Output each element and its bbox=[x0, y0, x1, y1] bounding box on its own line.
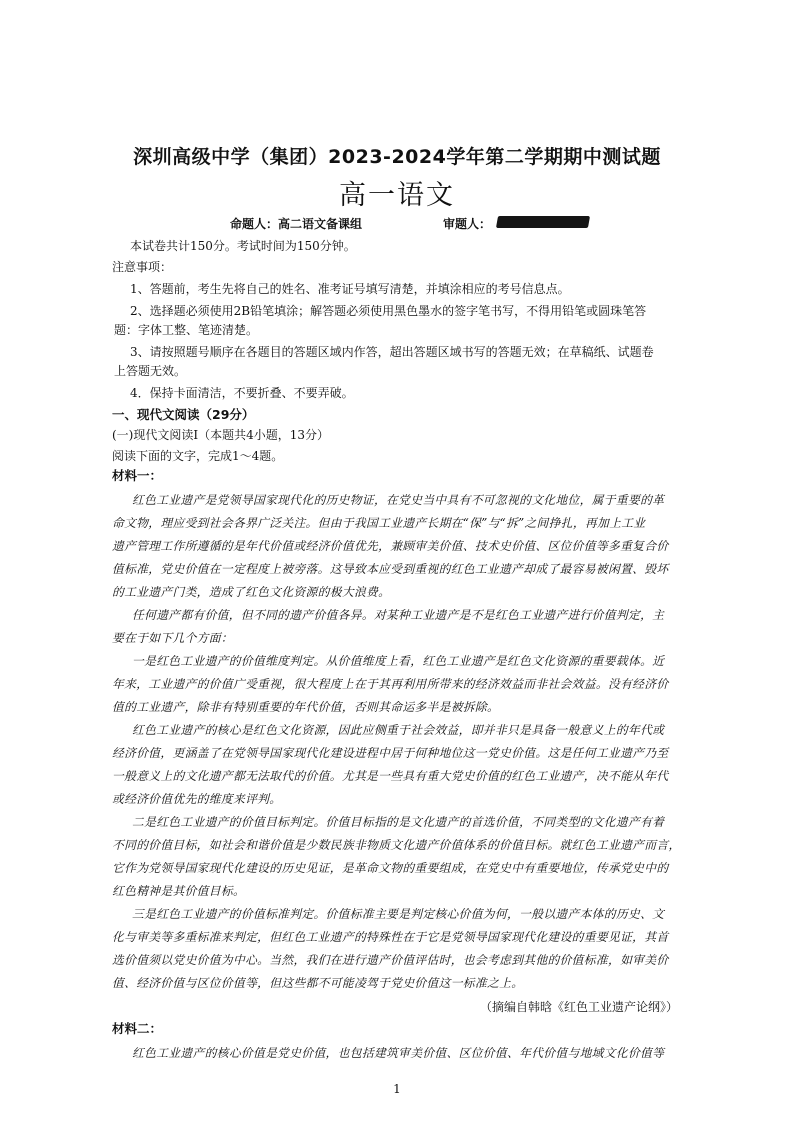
material-1-line: 命文物，理应受到社会各界广泛关注。但由于我国工业遗产长期在“保”与“拆”之间挣扎，再加上工业 bbox=[112, 516, 646, 530]
section-heading: 一、现代文阅读（29分） bbox=[112, 407, 255, 422]
material-1-line: 三是红色工业遗产的价值标准判定。价值标准主要是判定核心价值为何，一般以遗产本体的历史、文 bbox=[132, 907, 665, 921]
material-1-line: 经济价值，更涵盖了在党领导国家现代化建设进程中居于何种地位这一党史价值。这是任何工业遗产乃至 bbox=[112, 746, 669, 760]
notice-3b: 上答题无效。 bbox=[114, 364, 187, 378]
notice-title: 注意事项： bbox=[112, 260, 173, 274]
reviewer-label: 审题人： bbox=[443, 217, 492, 231]
material-1-line: 它作为党领导国家现代化建设的历史见证，是革命文物的重要组成，在党史中有重要地位，传承党史中的 bbox=[112, 861, 669, 875]
material-1-line: 红色精神是其价值目标。 bbox=[112, 884, 246, 898]
notice-2a: 2、选择题必须使用2B铅笔填涂；解答题必须使用黑色墨水的签字笔书写，不得用铅笔或圆珠笔答 bbox=[130, 304, 647, 318]
material-2-line: 红色工业遗产的核心价值是党史价值，也包括建筑审美价值、区位价值、年代价值与地域文化价值等 bbox=[132, 1046, 665, 1060]
notice-1: 1、答题前，考生先将自己的姓名、准考证号填写清楚，并填涂相应的考号信息点。 bbox=[130, 282, 570, 296]
material-1-line: 二是红色工业遗产的价值目标判定。价值目标指的是文化遗产的首选价值，不同类型的文化遗产有着 bbox=[132, 815, 665, 829]
notice-4: 4．保持卡面清洁，不要折叠、不要弄破。 bbox=[130, 386, 354, 400]
material-1-line: 或经济价值优先的维度来评判。 bbox=[112, 792, 282, 806]
material-1-line: 值、经济价值与区位价值等，但这些都不可能凌驾于党史价值这一标准之上。 bbox=[112, 976, 524, 990]
material-1-source: （摘编自韩晗《红色工业遗产论纲》） bbox=[480, 1000, 679, 1014]
material-1-line: 一是红色工业遗产的价值维度判定。从价值维度上看，红色工业遗产是红色文化资源的重要载体。近 bbox=[132, 654, 665, 668]
redacted-reviewer-name bbox=[496, 216, 590, 228]
reading-instruction: 阅读下面的文字，完成1～4题。 bbox=[112, 449, 284, 463]
material-2-label: 材料二： bbox=[112, 1021, 163, 1036]
material-1-line: 不同的价值目标，如社会和谐价值是少数民族非物质文化遗产价值体系的价值目标。就红色工业遗产而言， bbox=[112, 838, 681, 852]
material-1-line: 一般意义上的文化遗产都无法取代的价值。尤其是一些具有重大党史价值的红色工业遗产，决不能从年代 bbox=[112, 769, 669, 783]
material-1-line: 红色工业遗产的核心是红色文化资源，因此应侧重于社会效益，即并非只是具备一般意义上的年代或 bbox=[132, 723, 665, 737]
material-1-line: 化与审美等多重标准来判定，但红色工业遗产的特殊性在于它是党领导国家现代化建设的重要见证，其首 bbox=[112, 930, 669, 944]
subject-title: 高一语文 bbox=[339, 180, 455, 211]
exam-info: 本试卷共计150分。考试时间为150分钟。 bbox=[130, 239, 356, 253]
material-1-line: 选价值须以党史价值为中心。当然，我们在进行遗产价值评估时，也会考虑到其他的价值标准，如审美价 bbox=[112, 953, 669, 967]
material-1-line: 遗产管理工作所遵循的是年代价值或经济价值优先，兼顾审美价值、技术史价值、区位价值等多重复合价 bbox=[112, 539, 669, 553]
material-1-line: 值标准，党史价值在一定程度上被旁落。这导致本应受到重视的红色工业遗产却成了最容易被闲置、毁坏 bbox=[112, 562, 669, 576]
material-1-line: 值的工业遗产，除非有特别重要的年代价值，否则其命运多半是被拆除。 bbox=[112, 700, 500, 714]
material-1-line: 要在于如下几个方面： bbox=[112, 631, 233, 645]
author-label: 命题人：高二语文备课组 bbox=[230, 217, 363, 231]
material-1-line: 任何遗产都有价值，但不同的遗产价值各异。对某种工业遗产是不是红色工业遗产进行价值判定，主 bbox=[132, 608, 665, 622]
material-1-line: 红色工业遗产是党领导国家现代化的历史物证，在党史当中具有不可忽视的文化地位，属于重要的革 bbox=[132, 493, 665, 507]
material-1-line: 的工业遗产门类，造成了红色文化资源的极大浪费。 bbox=[112, 585, 391, 599]
notice-2b: 题：字体工整、笔迹清楚。 bbox=[114, 323, 259, 337]
material-1-line: 年来，工业遗产的价值广受重视，很大程度上在于其再利用所带来的经济效益而非社会效益。没有经济价 bbox=[112, 677, 669, 691]
sub-section-heading: (一)现代文阅读Ⅰ（本题共4小题，13分） bbox=[112, 428, 330, 442]
material-1-label: 材料一： bbox=[112, 468, 163, 483]
exam-title: 深圳高级中学（集团）2023-2024学年第二学期期中测试题 bbox=[133, 146, 661, 168]
page-number: 1 bbox=[393, 1082, 401, 1096]
notice-3a: 3、请按照题号顺序在各题目的答题区域内作答，超出答题区域书写的答题无效；在草稿纸、试题卷 bbox=[130, 345, 654, 359]
